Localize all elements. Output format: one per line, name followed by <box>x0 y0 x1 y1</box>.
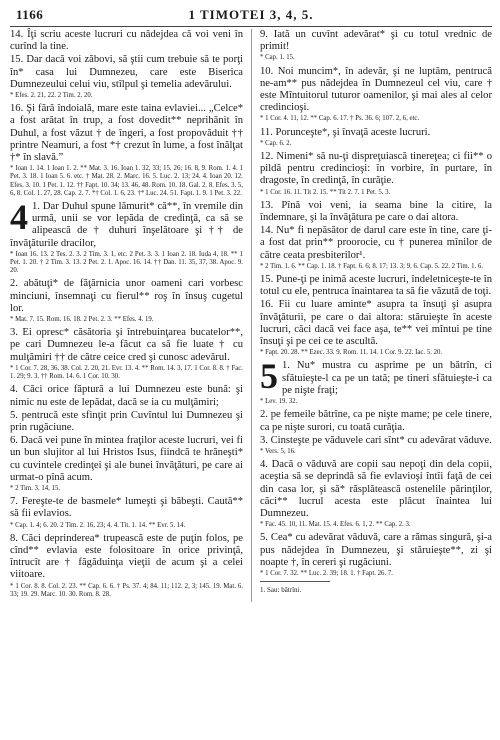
verse: 4. Căci orice făptură a lui Dumnezeu este bună: şi nimic nu este de lepădat, dacă se ia cu mulţămiri; <box>10 384 243 408</box>
cross-references: * 1 Cor. 4. 11, 12. ** Cap. 6. 17. † Ps. 36. 6; 107. 2, 6, etc. <box>260 115 420 123</box>
chapter-number: 5 <box>260 356 278 397</box>
cross-references: * Ioan 16. 13. 2 Tes. 2. 3. 2 Tim. 3. 1, etc. 2 Pet. 3. 3. 1 Ioan 2. 18. Iuda 4, 18. ** 1 Pet. 1. 20. † 2 Tim. 3. 13. 2 Pet. 2. 1. Apoc. 16. 14. †† Dan. 11. 35, 37, 38. Apoc. 9. 20. <box>10 250 243 275</box>
verse: 12. Nimeni* să nu-ţi dispreţuiască tinereţea; ci fii** o pildă pentru credincioşi: în vorbire, în purtare, în dragoste, în credinţă, în curăţie. <box>260 151 492 187</box>
verse: 14. Nu* fi nepăsător de darul care este în tine, care ţi-a fost dat prin** proorocie, cu † punerea mînilor de către ceata presbiterilor¹. <box>260 225 492 261</box>
cross-references: * Cap. 1. 4; 6. 20. 2 Tim. 2. 16, 23; 4. 4. Tit. 1. 14. ** Evr. 5. 14. <box>10 521 186 529</box>
cross-references: * 1 Cor. 8. 8. Col. 2. 23. ** Cap. 6. 6. † Ps. 37. 4; 84. 11; 112. 2, 3; 145. 19. Mat. 6. 33; 19. 29. Marc. 10. 30. Rom. 8. 28. <box>10 582 243 598</box>
header-rule <box>10 26 492 27</box>
cross-references: * Efes. 2. 21, 22. 2 Tim. 2. 20. <box>10 92 93 100</box>
two-column-body <box>10 29 492 602</box>
footnote: 1. Sau: bătrîni. <box>260 586 302 595</box>
verse: 6. Dacă vei pune în mintea fraţilor aceste lucruri, vei fi un bun slujitor al lui Hristos Isus, fiindcă te hrăneşti* cu cuvintele credinţei şi ale bunei învăţături, pe care ai urmat-o pînă acum. <box>10 435 243 483</box>
verse: 15. Pune-ţi pe inimă aceste lucruri, îndeletniceşte-te în totul cu ele, pentruca înaintarea ta să fie văzută de toţi. <box>260 274 492 298</box>
verse: 2. abătuţi* de făţărnicia unor oameni cari vorbesc minciuni, însemnaţi cu fierul** roş în însuş cugetul lor. <box>10 278 243 314</box>
cross-references: * 1 Cor. 7. 28, 36, 38. Col. 2. 20, 21. Evr. 13. 4. ** Rom. 14. 3, 17. 1 Cor. 8. 8. † Fac. 1. 29; 9. 3. †† Rom. 14. 6. 1 Cor. 10. 30. <box>10 364 243 381</box>
verse: 5. pentrucă este sfinţit prin Cuvîntul lui Dumnezeu şi prin rugăciune. <box>10 409 243 433</box>
verse: 9. Iată un cuvînt adevărat* şi cu totul vrednic de primit! <box>260 29 492 53</box>
chapter-start <box>10 197 243 250</box>
chapter-start <box>260 356 492 397</box>
verse: 4. Dacă o văduvă are copii sau nepoţi din dela copii, aceştia să se deprindă să fie evlavioşi întîi faţă de cei din casa lor, şi să* răsplătească ostenelile părinţilor, căci** lucrul acesta este plăcut înaintea lui Dumnezeu. <box>260 459 492 519</box>
cross-references: * Ioan 1. 14. 1 Ioan 1. 2. ** Mat. 3. 16. Ioan 1. 32, 33; 15. 26; 16. 8, 9. Rom. 1. 4. 1 Pet. 3. 18. 1 Ioan 5. 6. etc. † Mat. 28. 2. Marc. 16. 5. Luc. 2. 13; 24. 4. Ioan 20. 12. Efes. 3. 10. 1 Pet. 1. 12. †† Fapt. 10. 34; 13. 46, 48. Rom. 10. 18. Gal. 2. 8. Efes. 3. 5, 6, 8. Col. 1. 27, 28. Cap. 2. 7. *† Col. 1. 6, 23. †* Luc. 24. 51. Fapt. 1. 9. 1 Pet. 3. 22. <box>10 165 243 197</box>
page-header <box>10 6 492 26</box>
cross-references: * Cap. 1. 15. <box>260 54 295 62</box>
verse: 13. Pînă voi veni, ia seama bine la citire, la îndemnare, şi la învăţătura pe care o dai altora. <box>260 199 492 224</box>
verse: 14. Îţi scriu aceste lucruri cu nădejdea că voi veni în curînd la tine. <box>10 29 243 53</box>
cross-references: * Lev. 19. 32. <box>260 398 298 406</box>
verse: 3. Cinsteşte pe văduvele cari sînt* cu adevărat văduve. <box>260 434 492 446</box>
left-column <box>10 29 251 602</box>
cross-references: * Fapt. 20. 28. ** Ezec. 33. 9. Rom. 11. 14. 1 Cor. 9. 22. Iac. 5. 20. <box>260 349 443 357</box>
running-title: 1 TIMOTEI 3, 4, 5. <box>188 7 314 22</box>
chapter-number: 4 <box>10 197 28 238</box>
cross-references: * 2 Tim. 3. 14, 15. <box>10 484 61 492</box>
right-column-items <box>260 29 492 578</box>
cross-references: * Cap. 6. 2. <box>260 139 292 147</box>
right-column <box>251 29 492 602</box>
cross-references: * 1 Cor. 16. 11. Tit 2. 15. ** Tit 2. 7. 1 Pet. 5. 3. <box>260 188 391 196</box>
verse: 10. Noi muncim*, în adevăr, şi ne luptăm, pentrucă ne-am** pus nădejdea în Dumnezeul cel viu, care † este Mîntuitorul tuturor oamenilor, şi mai ales al celor credincioşi. <box>260 65 492 114</box>
verse: 7. Fereşte-te de basmele* lumeşti şi băbeşti. Caută** să fii evlavios. <box>10 496 243 520</box>
verse-text: 1. Dar Duhul spune lămurit* că**, în vremile din urmă, unii se vor lepăda de credinţă, ca să se alipească de † duhuri înşelătoare şi †† de învăţăturile dracilor, <box>10 201 243 249</box>
verse: 2. pe femeile bătrîne, ca pe nişte mame; pe cele tinere, ca pe nişte surori, cu toată curăţia. <box>260 409 492 433</box>
cross-references: * 1 Cor. 7. 32. ** Luc. 2. 39; 18. 1. † Fapt. 26. 7. <box>260 569 393 577</box>
footnote-rule <box>260 581 330 582</box>
verse: 16. Fii cu luare aminte* asupra ta însuţi şi asupra învăţăturii, pe care o dai altora: stăruieşte în aceste lucruri, căci dacă vei face aşa, te** vei mîntui pe tine însuţi şi pe cei ce te ascultă. <box>260 299 492 348</box>
verse-text: 1. Nu* mustra cu asprime pe un bătrîn, ci sfătuieşte-l ca pe un tată; pe tineri sfătuieşte-i ca pe nişte fraţi; <box>282 360 492 396</box>
cross-references: * Fac. 45. 10, 11. Mat. 15. 4. Efes. 6. 1, 2. ** Cap. 2. 3. <box>260 521 411 529</box>
verse: 11. Porunceşte*, şi învaţă aceste lucruri. <box>260 126 431 138</box>
verse: 16. Şi fără îndoială, mare este taina evlaviei... „Celce* a fost arătat în trup, a fost dovedit** neprihănit în Duhul, a fost văzut † de îngeri, a fost propovăduit †† printre Neamuri, a fost *† crezut în lume, a fost înălţat †* în slavă.” <box>10 103 243 164</box>
cross-references: * Mat. 7. 15. Rom. 16. 18. 2 Pet. 2. 3. ** Efes. 4. 19. <box>10 316 154 324</box>
page-number: 1166 <box>16 7 44 22</box>
verse: 3. Ei opresc* căsătoria şi întrebuinţarea bucatelor**, pe cari Dumnezeu le-a făcut ca să fie luate † cu mulţămiri †† de către ceice cred şi cunosc adevărul. <box>10 327 243 363</box>
cross-references: * Vers. 5, 16. <box>260 447 296 455</box>
verse: 15. Dar dacă voi zăbovi, să ştii cum trebuie să te porţi în* casa lui Dumnezeu, care este Biserica Dumnezeului celui viu, stîlpul şi temelia adevărului. <box>10 54 243 90</box>
verse: 5. Cea* cu adevărat văduvă, care a rămas singură, şi-a pus nădejdea în Dumnezeu, şi stăruieşte**, zi şi noapte †, în cereri şi rugăciuni. <box>260 532 492 568</box>
verse: 8. Căci deprinderea* trupească este de puţin folos, pe cînd** evlavia este folositoare în orice privinţă, întrucît are † făgăduinţa vieţii de acum şi a celei viitoare. <box>10 532 243 581</box>
cross-references: * 2 Tim. 1. 6. ** Cap. 1. 18. † Fapt. 6. 6; 8. 17; 13. 3; 9. 6. Cap. 5. 22. 2 Tim. 1. 6. <box>260 262 484 270</box>
